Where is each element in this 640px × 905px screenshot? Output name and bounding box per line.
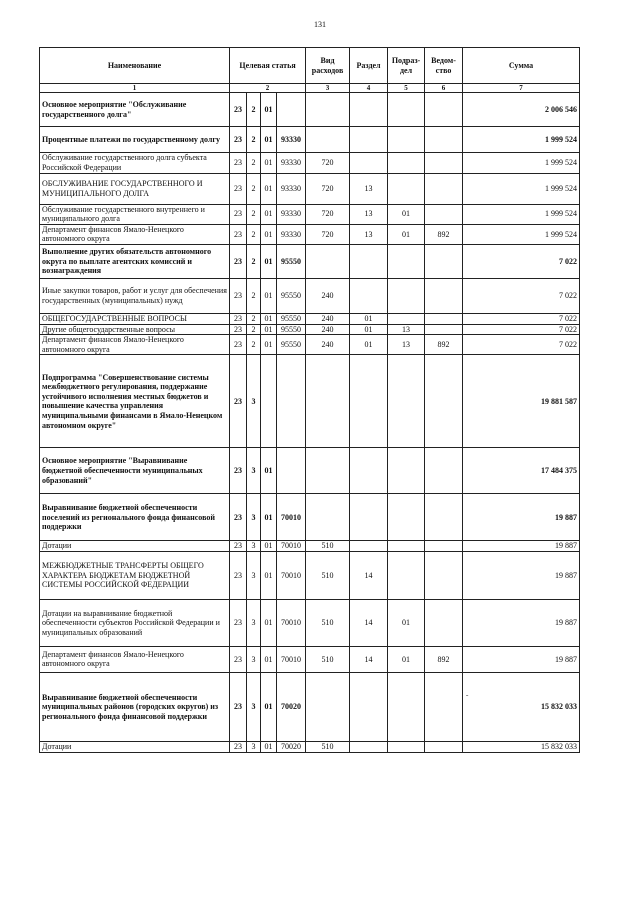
row-podrazdel-cell bbox=[388, 741, 425, 752]
row-c1-cell: 23 bbox=[230, 599, 247, 646]
row-name-cell: Другие общегосударственные вопросы bbox=[40, 324, 230, 335]
table-row bbox=[40, 541, 580, 552]
row-sum-cell: 19 887 bbox=[463, 494, 580, 541]
row-podrazdel-cell bbox=[388, 278, 425, 313]
row-vedomstvo-cell: 892 bbox=[425, 335, 463, 355]
row-c2-cell: 3 bbox=[247, 494, 261, 541]
row-c1-cell: 23 bbox=[230, 646, 247, 672]
row-c4-cell bbox=[277, 448, 306, 494]
row-vedomstvo-cell: 892 bbox=[425, 224, 463, 244]
row-razdel-cell: 14 bbox=[350, 646, 388, 672]
row-vid-cell: 240 bbox=[306, 324, 350, 335]
row-vedomstvo-cell bbox=[425, 672, 463, 741]
row-vedomstvo-cell bbox=[425, 313, 463, 324]
row-sum-cell: 1 999 524 bbox=[463, 224, 580, 244]
row-vid-cell: 240 bbox=[306, 335, 350, 355]
header-name: Наименование bbox=[40, 48, 230, 84]
row-razdel-cell: 01 bbox=[350, 324, 388, 335]
row-name-cell: Основное мероприятие "Обслуживание государственного долга" bbox=[40, 93, 230, 127]
table-row bbox=[40, 173, 580, 204]
table-row bbox=[40, 355, 580, 448]
row-name-cell: МЕЖБЮДЖЕТНЫЕ ТРАНСФЕРТЫ ОБЩЕГО ХАРАКТЕРА БЮДЖЕТАМ БЮДЖЕТНОЙ СИСТЕМЫ РОССИЙСКОЙ ФЕДЕРАЦИИ bbox=[40, 551, 230, 599]
row-c2-cell: 3 bbox=[247, 541, 261, 552]
row-razdel-cell: 14 bbox=[350, 551, 388, 599]
row-c4-cell: 70010 bbox=[277, 599, 306, 646]
column-number-row bbox=[40, 84, 580, 93]
row-vid-cell: 720 bbox=[306, 204, 350, 224]
row-podrazdel-cell bbox=[388, 551, 425, 599]
row-c1-cell: 23 bbox=[230, 335, 247, 355]
row-vedomstvo-cell bbox=[425, 278, 463, 313]
row-c3-cell: 01 bbox=[261, 244, 277, 278]
row-vedomstvo-cell bbox=[425, 93, 463, 127]
row-c1-cell: 23 bbox=[230, 127, 247, 153]
column-number: 6 bbox=[425, 84, 463, 93]
row-vid-cell: 510 bbox=[306, 541, 350, 552]
row-c3-cell: 01 bbox=[261, 541, 277, 552]
row-c4-cell: 95550 bbox=[277, 335, 306, 355]
row-vid-cell bbox=[306, 244, 350, 278]
table-row bbox=[40, 127, 580, 153]
row-c2-cell: 2 bbox=[247, 313, 261, 324]
row-name-cell: Дотации на выравнивание бюджетной обеспеченности субъектов Российской Федерации и муниципальных образований bbox=[40, 599, 230, 646]
row-c1-cell: 23 bbox=[230, 173, 247, 204]
row-vedomstvo-cell bbox=[425, 541, 463, 552]
table-row bbox=[40, 646, 580, 672]
row-vid-cell bbox=[306, 355, 350, 448]
row-c4-cell: 70020 bbox=[277, 672, 306, 741]
row-c3-cell: 01 bbox=[261, 173, 277, 204]
row-sum-cell: 7 022 bbox=[463, 244, 580, 278]
row-c3-cell: 01 bbox=[261, 204, 277, 224]
row-c1-cell: 23 bbox=[230, 153, 247, 173]
row-c2-cell: 2 bbox=[247, 278, 261, 313]
row-c2-cell: 3 bbox=[247, 672, 261, 741]
row-sum-cell: 15 832 033 bbox=[463, 672, 580, 741]
table-row bbox=[40, 324, 580, 335]
row-sum-cell: 7 022 bbox=[463, 335, 580, 355]
row-c2-cell: 2 bbox=[247, 324, 261, 335]
row-razdel-cell bbox=[350, 448, 388, 494]
row-c2-cell: 2 bbox=[247, 204, 261, 224]
row-razdel-cell: 14 bbox=[350, 599, 388, 646]
row-name-cell: Департамент финансов Ямало-Ненецкого автономного округа bbox=[40, 224, 230, 244]
row-vid-cell bbox=[306, 93, 350, 127]
row-name-cell: Департамент финансов Ямало-Ненецкого автономного округа bbox=[40, 335, 230, 355]
table-row bbox=[40, 599, 580, 646]
row-c2-cell: 3 bbox=[247, 448, 261, 494]
row-sum-cell: 19 887 bbox=[463, 646, 580, 672]
row-c4-cell bbox=[277, 93, 306, 127]
row-name-cell: Подпрограмма "Совершенствование системы межбюджетного регулирования, поддержание устойчивого исполнения местных бюджетов и повышение качества управления муниципальными финансами в Ямало-Ненецком автономном округе" bbox=[40, 355, 230, 448]
row-podrazdel-cell: 01 bbox=[388, 204, 425, 224]
row-c4-cell: 70020 bbox=[277, 741, 306, 752]
row-name-cell: Выравнивание бюджетной обеспеченности муниципальных районов (городских округов) из регионального фонда финансовой поддержки bbox=[40, 672, 230, 741]
row-razdel-cell bbox=[350, 244, 388, 278]
row-vid-cell: 720 bbox=[306, 153, 350, 173]
row-sum-cell: 19 887 bbox=[463, 599, 580, 646]
row-c2-cell: 3 bbox=[247, 646, 261, 672]
row-name-cell: Дотации bbox=[40, 741, 230, 752]
row-c1-cell: 23 bbox=[230, 448, 247, 494]
table-row bbox=[40, 278, 580, 313]
row-vid-cell: 240 bbox=[306, 278, 350, 313]
row-sum-cell: 1 999 524 bbox=[463, 127, 580, 153]
row-razdel-cell: 01 bbox=[350, 313, 388, 324]
row-c1-cell: 23 bbox=[230, 224, 247, 244]
row-razdel-cell: 13 bbox=[350, 224, 388, 244]
row-c3-cell bbox=[261, 355, 277, 448]
page-number: 131 bbox=[314, 20, 326, 29]
row-name-cell: Департамент финансов Ямало-Ненецкого автономного округа bbox=[40, 646, 230, 672]
row-sum-cell: 7 022 bbox=[463, 278, 580, 313]
table-row bbox=[40, 741, 580, 752]
column-number: 1 bbox=[40, 84, 230, 93]
row-c3-cell: 01 bbox=[261, 127, 277, 153]
row-c4-cell: 93330 bbox=[277, 153, 306, 173]
row-sum-cell: 19 881 587 bbox=[463, 355, 580, 448]
row-sum-cell: 7 022 bbox=[463, 324, 580, 335]
budget-table bbox=[39, 47, 580, 753]
row-razdel-cell: 01 bbox=[350, 335, 388, 355]
row-c3-cell: 01 bbox=[261, 494, 277, 541]
row-name-cell: ОБЩЕГОСУДАРСТВЕННЫЕ ВОПРОСЫ bbox=[40, 313, 230, 324]
row-c2-cell: 2 bbox=[247, 244, 261, 278]
row-c2-cell: 3 bbox=[247, 599, 261, 646]
row-c4-cell: 70010 bbox=[277, 494, 306, 541]
row-c3-cell: 01 bbox=[261, 153, 277, 173]
row-vid-cell: 510 bbox=[306, 599, 350, 646]
row-sum-cell: 15 832 033 bbox=[463, 741, 580, 752]
row-podrazdel-cell bbox=[388, 541, 425, 552]
row-c1-cell: 23 bbox=[230, 494, 247, 541]
table-row bbox=[40, 551, 580, 599]
table-row bbox=[40, 313, 580, 324]
row-c1-cell: 23 bbox=[230, 551, 247, 599]
row-c4-cell: 95550 bbox=[277, 278, 306, 313]
row-c3-cell: 01 bbox=[261, 93, 277, 127]
row-vid-cell bbox=[306, 127, 350, 153]
row-c3-cell: 01 bbox=[261, 278, 277, 313]
row-vid-cell: 720 bbox=[306, 224, 350, 244]
table-row bbox=[40, 335, 580, 355]
row-c3-cell: 01 bbox=[261, 313, 277, 324]
row-c2-cell: 2 bbox=[247, 93, 261, 127]
row-sum-cell: 19 887 bbox=[463, 551, 580, 599]
row-sum-cell: 1 999 524 bbox=[463, 153, 580, 173]
row-c4-cell: 70010 bbox=[277, 551, 306, 599]
row-vedomstvo-cell bbox=[425, 741, 463, 752]
row-c4-cell: 93330 bbox=[277, 173, 306, 204]
row-razdel-cell bbox=[350, 494, 388, 541]
table-row bbox=[40, 224, 580, 244]
row-c2-cell: 3 bbox=[247, 551, 261, 599]
row-c3-cell: 01 bbox=[261, 448, 277, 494]
row-c3-cell: 01 bbox=[261, 324, 277, 335]
row-podrazdel-cell: 01 bbox=[388, 224, 425, 244]
row-c2-cell: 3 bbox=[247, 355, 261, 448]
row-vedomstvo-cell bbox=[425, 494, 463, 541]
header-podrazdel: Подраз-дел bbox=[388, 48, 425, 84]
row-c4-cell: 93330 bbox=[277, 204, 306, 224]
row-podrazdel-cell bbox=[388, 672, 425, 741]
row-vedomstvo-cell bbox=[425, 551, 463, 599]
row-vid-cell bbox=[306, 672, 350, 741]
row-razdel-cell bbox=[350, 278, 388, 313]
row-c1-cell: 23 bbox=[230, 313, 247, 324]
header-vedomstvo: Ведом-ство bbox=[425, 48, 463, 84]
row-podrazdel-cell bbox=[388, 173, 425, 204]
row-c4-cell: 95550 bbox=[277, 244, 306, 278]
row-vedomstvo-cell bbox=[425, 355, 463, 448]
row-c3-cell: 01 bbox=[261, 672, 277, 741]
header-vid: Вид расходов bbox=[306, 48, 350, 84]
header-razdel: Раздел bbox=[350, 48, 388, 84]
row-sum-cell: 19 887 bbox=[463, 541, 580, 552]
row-name-cell: Выполнение других обязательств автономного округа по выплате агентских комиссий и вознаграждения bbox=[40, 244, 230, 278]
row-podrazdel-cell: 01 bbox=[388, 646, 425, 672]
row-c2-cell: 2 bbox=[247, 335, 261, 355]
column-number: 5 bbox=[388, 84, 425, 93]
row-c4-cell bbox=[277, 355, 306, 448]
row-c1-cell: 23 bbox=[230, 204, 247, 224]
row-vid-cell: 510 bbox=[306, 741, 350, 752]
row-c2-cell: 2 bbox=[247, 127, 261, 153]
row-c2-cell: 2 bbox=[247, 173, 261, 204]
row-vid-cell: 510 bbox=[306, 646, 350, 672]
header-target: Целевая статья bbox=[230, 48, 306, 84]
row-vedomstvo-cell bbox=[425, 127, 463, 153]
row-name-cell: ОБСЛУЖИВАНИЕ ГОСУДАРСТВЕННОГО И МУНИЦИПАЛЬНОГО ДОЛГА bbox=[40, 173, 230, 204]
column-number: 7 bbox=[463, 84, 580, 93]
row-c3-cell: 01 bbox=[261, 599, 277, 646]
row-c4-cell: 95550 bbox=[277, 313, 306, 324]
row-razdel-cell bbox=[350, 541, 388, 552]
table-row bbox=[40, 93, 580, 127]
table-row bbox=[40, 448, 580, 494]
row-name-cell: Иные закупки товаров, работ и услуг для обеспечения государственных (муниципальных) нужд bbox=[40, 278, 230, 313]
row-vid-cell: 240 bbox=[306, 313, 350, 324]
row-razdel-cell bbox=[350, 741, 388, 752]
row-vid-cell: 510 bbox=[306, 551, 350, 599]
table-row bbox=[40, 153, 580, 173]
row-name-cell: Обслуживание государственного долга субъекта Российской Федерации bbox=[40, 153, 230, 173]
row-vedomstvo-cell bbox=[425, 599, 463, 646]
row-vid-cell bbox=[306, 448, 350, 494]
row-podrazdel-cell: 13 bbox=[388, 324, 425, 335]
row-c3-cell: 01 bbox=[261, 646, 277, 672]
row-podrazdel-cell bbox=[388, 448, 425, 494]
row-sum-cell: 17 484 375 bbox=[463, 448, 580, 494]
row-c1-cell: 23 bbox=[230, 93, 247, 127]
table-row bbox=[40, 494, 580, 541]
table-row bbox=[40, 204, 580, 224]
row-c3-cell: 01 bbox=[261, 224, 277, 244]
column-number: 3 bbox=[306, 84, 350, 93]
row-sum-cell: 7 022 bbox=[463, 313, 580, 324]
row-name-cell: Дотации bbox=[40, 541, 230, 552]
row-vedomstvo-cell bbox=[425, 173, 463, 204]
row-c1-cell: 23 bbox=[230, 355, 247, 448]
row-c3-cell: 01 bbox=[261, 741, 277, 752]
table-row bbox=[40, 244, 580, 278]
row-c1-cell: 23 bbox=[230, 541, 247, 552]
row-razdel-cell bbox=[350, 355, 388, 448]
row-podrazdel-cell bbox=[388, 494, 425, 541]
row-sum-cell: 1 999 524 bbox=[463, 204, 580, 224]
row-name-cell: Обслуживание государственного внутреннего и муниципального долга bbox=[40, 204, 230, 224]
table-header-row bbox=[40, 48, 580, 84]
row-razdel-cell: 13 bbox=[350, 204, 388, 224]
row-c4-cell: 95550 bbox=[277, 324, 306, 335]
row-c2-cell: 3 bbox=[247, 741, 261, 752]
row-razdel-cell bbox=[350, 93, 388, 127]
row-c4-cell: 70010 bbox=[277, 541, 306, 552]
pen-tick-mark: ˇ bbox=[466, 694, 469, 702]
column-number: 4 bbox=[350, 84, 388, 93]
row-podrazdel-cell: 01 bbox=[388, 599, 425, 646]
row-podrazdel-cell bbox=[388, 313, 425, 324]
row-podrazdel-cell bbox=[388, 93, 425, 127]
row-vedomstvo-cell: 892 bbox=[425, 646, 463, 672]
row-vedomstvo-cell bbox=[425, 448, 463, 494]
row-razdel-cell bbox=[350, 672, 388, 741]
row-c4-cell: 93330 bbox=[277, 127, 306, 153]
row-c3-cell: 01 bbox=[261, 335, 277, 355]
row-c1-cell: 23 bbox=[230, 278, 247, 313]
row-c1-cell: 23 bbox=[230, 672, 247, 741]
row-c1-cell: 23 bbox=[230, 741, 247, 752]
row-podrazdel-cell: 13 bbox=[388, 335, 425, 355]
row-c4-cell: 70010 bbox=[277, 646, 306, 672]
header-summa: Сумма bbox=[463, 48, 580, 84]
row-razdel-cell bbox=[350, 153, 388, 173]
row-podrazdel-cell bbox=[388, 127, 425, 153]
column-number: 2 bbox=[230, 84, 306, 93]
row-c1-cell: 23 bbox=[230, 324, 247, 335]
row-vedomstvo-cell bbox=[425, 324, 463, 335]
row-sum-cell: 2 006 546 bbox=[463, 93, 580, 127]
row-podrazdel-cell bbox=[388, 355, 425, 448]
row-sum-cell: 1 999 524 bbox=[463, 173, 580, 204]
row-razdel-cell: 13 bbox=[350, 173, 388, 204]
row-podrazdel-cell bbox=[388, 244, 425, 278]
row-c1-cell: 23 bbox=[230, 244, 247, 278]
row-vedomstvo-cell bbox=[425, 244, 463, 278]
row-c2-cell: 2 bbox=[247, 224, 261, 244]
row-name-cell: Процентные платежи по государственному долгу bbox=[40, 127, 230, 153]
row-vedomstvo-cell bbox=[425, 153, 463, 173]
row-razdel-cell bbox=[350, 127, 388, 153]
row-vid-cell: 720 bbox=[306, 173, 350, 204]
row-vid-cell bbox=[306, 494, 350, 541]
row-vedomstvo-cell bbox=[425, 204, 463, 224]
row-podrazdel-cell bbox=[388, 153, 425, 173]
row-c3-cell: 01 bbox=[261, 551, 277, 599]
row-name-cell: Основное мероприятие "Выравнивание бюджетной обеспеченности муниципальных образований" bbox=[40, 448, 230, 494]
row-name-cell: Выравнивание бюджетной обеспеченности поселений из регионального фонда финансовой поддержки bbox=[40, 494, 230, 541]
row-c4-cell: 93330 bbox=[277, 224, 306, 244]
row-c2-cell: 2 bbox=[247, 153, 261, 173]
table-row bbox=[40, 672, 580, 741]
